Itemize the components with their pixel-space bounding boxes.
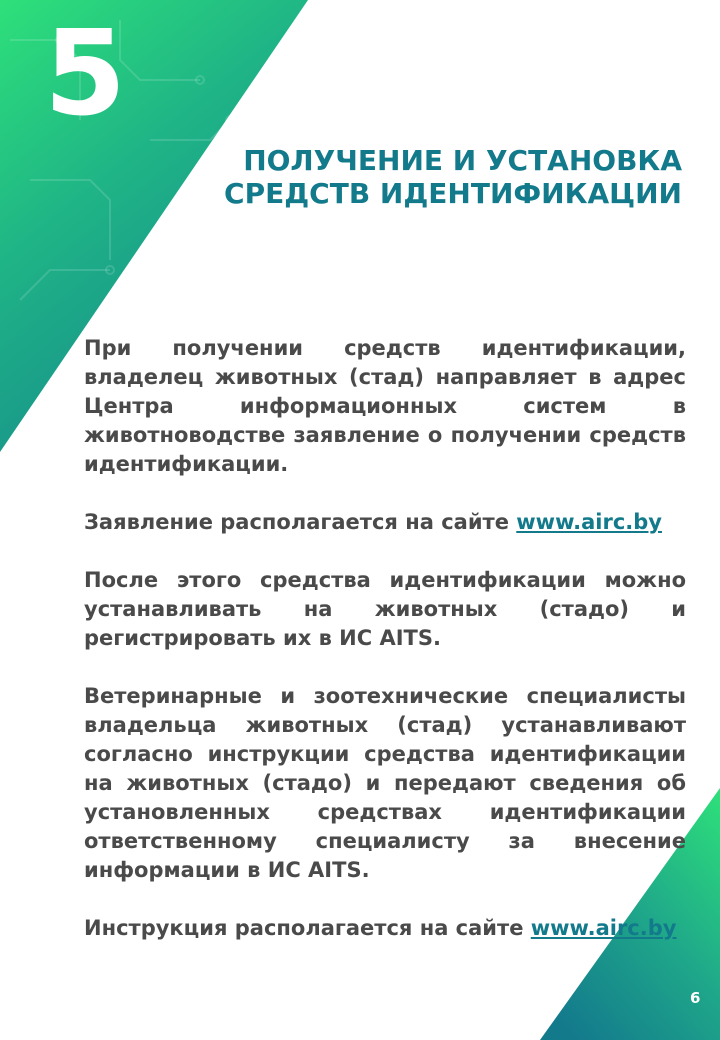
paragraph-instruction-site xyxy=(84,914,686,943)
page-number: 6 xyxy=(690,989,701,1007)
body-text xyxy=(84,334,686,943)
section-title-line-2: СРЕДСТВ ИДЕНТИФИКАЦИИ xyxy=(224,177,682,210)
instruction-link[interactable]: www.airc.by xyxy=(530,916,677,940)
paragraph-application-site xyxy=(84,508,686,537)
paragraph-application: При получении средств идентификации, владелец животных (стад) направляет в адрес Центра информационных систем в животноводстве заявление о получении средств идентификации. xyxy=(84,336,686,476)
paragraph-registration: После этого средства идентификации можно устанавливать на животных (стадо) и регистрировать их в ИС AITS. xyxy=(84,568,686,650)
paragraph-specialists: Ветеринарные и зоотехнические специалисты владельца животных (стад) устанавливают согласно инструкции средства идентификации на животных (стадо) и передают сведения об установленных средствах идентификации ответственному специалисту за внесение информации в ИС AITS. xyxy=(84,684,686,882)
section-title xyxy=(202,144,682,210)
section-number: 5 xyxy=(44,4,127,142)
paragraph-application-site-text: Заявление располагается на сайте xyxy=(84,510,517,534)
paragraph-instruction-site-text: Инструкция располагается на сайте xyxy=(84,916,531,940)
airc-link[interactable]: www.airc.by xyxy=(516,510,662,534)
section-title-line-1: ПОЛУЧЕНИЕ И УСТАНОВКА xyxy=(243,144,682,177)
